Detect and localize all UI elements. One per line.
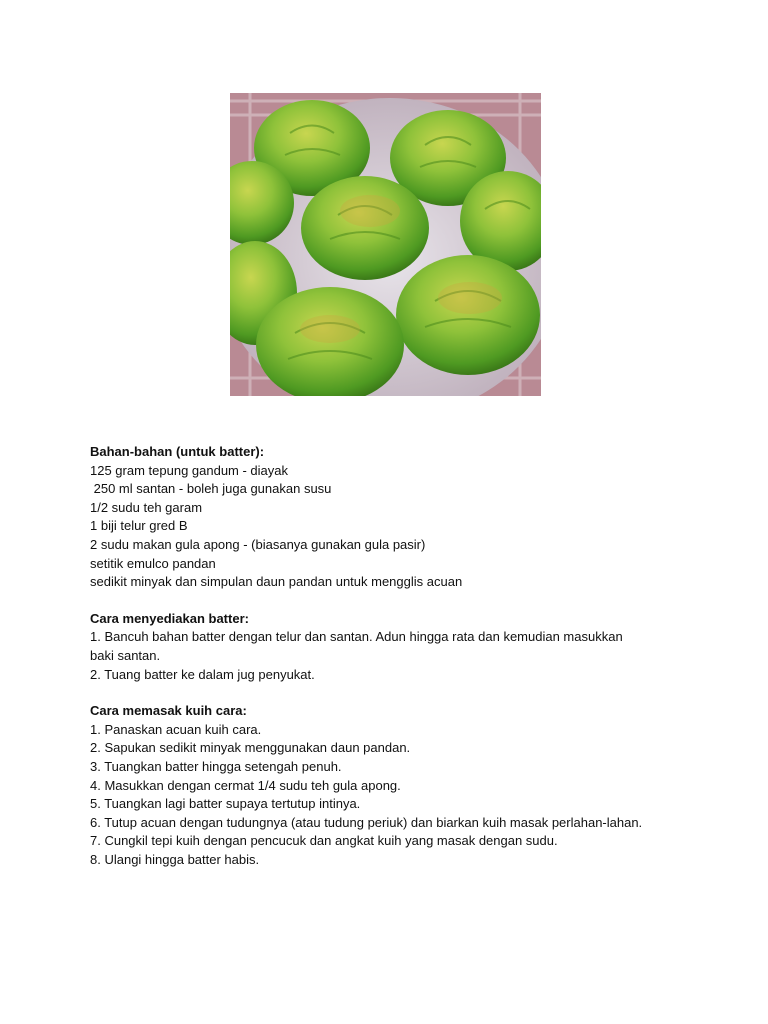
recipe-line: 1 biji telur gred B xyxy=(90,518,188,534)
recipe-line: 6. Tutup acuan dengan tudungnya (atau tudung periuk) dan biarkan kuih masak perlahan-lahan. xyxy=(90,814,643,830)
kuih-cara-photo xyxy=(230,93,541,396)
recipe-line: 7. Cungkil tepi kuih dengan pencucuk dan angkat kuih yang masak dengan sudu. xyxy=(90,833,558,849)
recipe-line: 5. Tuangkan lagi batter supaya tertutup intinya. xyxy=(90,796,361,812)
recipe-line: baki santan. xyxy=(90,647,161,663)
recipe-line: 2 sudu makan gula apong - (biasanya gunakan gula pasir) xyxy=(90,536,426,552)
kuih-cara-illustration xyxy=(230,93,541,396)
section-ingredients xyxy=(90,443,710,592)
recipe-line: 1. Bancuh bahan batter dengan telur dan santan. Adun hingga rata dan kemudian masukkan xyxy=(90,629,623,645)
section-heading: Cara menyediakan batter: xyxy=(90,610,249,626)
recipe-line: 125 gram tepung gandum - diayak xyxy=(90,462,289,478)
recipe-line: 250 ml santan - boleh juga gunakan susu xyxy=(90,481,332,497)
recipe-line: 2. Tuang batter ke dalam jug penyukat. xyxy=(90,666,315,682)
recipe-line: 2. Sapukan sedikit minyak menggunakan daun pandan. xyxy=(90,740,411,756)
recipe-line: 1/2 sudu teh garam xyxy=(90,499,203,515)
section-heading: Bahan-bahan (untuk batter): xyxy=(90,444,265,459)
recipe-line: 4. Masukkan dengan cermat 1/4 sudu teh gula apong. xyxy=(90,777,401,793)
recipe-line: 1. Panaskan acuan kuih cara. xyxy=(90,721,262,737)
section-cooking-steps xyxy=(90,702,710,869)
section-prepare-batter xyxy=(90,610,710,684)
recipe-line: setitik emulco pandan xyxy=(90,555,216,571)
recipe-line: sedikit minyak dan simpulan daun pandan untuk mengglis acuan xyxy=(90,574,463,590)
recipe-content xyxy=(90,443,710,887)
recipe-line: 8. Ulangi hingga batter habis. xyxy=(90,851,260,867)
section-heading: Cara memasak kuih cara: xyxy=(90,703,247,719)
recipe-line: 3. Tuangkan batter hingga setengah penuh. xyxy=(90,758,342,774)
